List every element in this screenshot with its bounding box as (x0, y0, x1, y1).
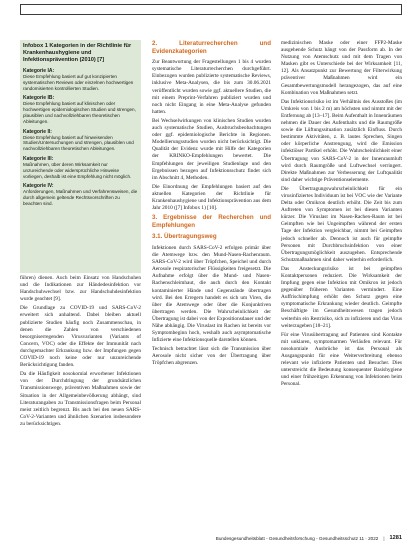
paragraph: Die Einordnung der Empfehlungen basiert auf den aktuellen Kategorien der Richtlinie für Krankenhaushygiene und Infektionsprävention aus dem Jahr 2010 ([7] Infobox 1) [10]. (152, 183, 271, 212)
category-label: Kategorie IB: (23, 95, 55, 102)
infobox-categories (20, 40, 141, 273)
category-text: Diese Empfehlung basiert auf gut konzipierten systematischen Reviews oder einzelnen hochwertigen randomisierten kontrollierten Studien. (23, 74, 134, 91)
category-text: Diese Empfehlung basiert auf hinweisenden Studien/Untersuchungen und strengen, plausiblen und nachvollziehbaren theoretischen Ableitungen. (23, 134, 134, 152)
infobox-category (23, 129, 138, 152)
infobox-category (23, 183, 138, 206)
column-left (20, 275, 141, 430)
paragraph: Für eine Virusübertragung auf Patienten sind Kontakte mit unklaren, symptomarmen Verläufen relevant. Für nosokomiale Ausbrüche ist das Personal als Ausgangspunkt für eine Weiterverbreitung ebenso relevant wie infizierte Patienten und Besucher. Dies unterstreicht die Bedeutung konsequenter Basishygiene und einer frühzeitigen Erkennung von Infektionen beim Personal. (281, 331, 402, 388)
footer-separator: | (383, 536, 385, 541)
category-label: Kategorie II: (23, 128, 52, 135)
journal-citation: Bundesgesundheitsblatt - Gesundheitsforschung - Gesundheitsschutz 11 · 2022 (215, 536, 379, 541)
paragraph: Das Infektionsrisiko ist im Verhältnis des Ausstoßes (im Umkreis von 1 bis 2 m) am höchsten und nimmt mit der Entfernung ab [13–17]. Beim Aufenthalt in Innenräumen nehmen die Dauer des Aufenthalts und die Raumgröße sowie die Lüftungssituation zusätzlich Einfluss. Durch bestimmte Aktivitäten, z. B. lautes Sprechen, Singen oder körperliche Anstrengung, wird die Emission infektiöser Partikel erhöht. Die Wahrscheinlichkeit einer Übertragung von SARS-CoV-2 in der Innenraumluft wird durch Raumgröße und Luftwechsel verringert. Direkte Maßnahmen zur Verbesserung der Luftqualität sind daher wichtige Präventionselemente. (281, 98, 402, 183)
section-heading: 2. Literaturrecherchen und Evidenzkategorien (152, 40, 271, 55)
column-right (281, 40, 402, 391)
infobox-category (23, 156, 138, 179)
subsection-heading: 3.1. Übertragungsweg (152, 233, 217, 241)
header-band (0, 0, 413, 16)
column-middle (152, 40, 271, 370)
category-text: Maßnahmen, über deren Wirksamkeit nur unzureichende oder widersprüchliche Hinweise vorliegen, deshalb ist eine Empfehlung nicht möglich. (23, 161, 132, 179)
header-box (20, 4, 402, 15)
category-label: Kategorie III: (23, 155, 54, 162)
category-text: Diese Empfehlung basiert auf klinischen oder hochwertigen epidemiologischen Studien und strengen, plausiblen und nachvollziehbaren theoretischen Ableitungen. (23, 101, 136, 124)
paragraph: Bei Wechselwirkungen von klinischen Studien wurden auch systematische Studien, Ausbruchsbeobachtungen oder ggf. epidemiologische Berichte in Regionen. Modellierungsstudien wurden nicht berücksichtigt. Die Qualität der Evidenz wurde mit Hilfe der Kategorien der KRINKO-Empfehlungen bewertet. Die Empfehlungen der jeweiligen Studienlage und den Ergebnissen bezogen auf Infektionsschutz findet sich im Abschnitt 4, Methoden. (152, 117, 271, 181)
category-label: Kategorie IA: (23, 68, 55, 74)
paragraph: Zur Beantwortung der Fragestellungen 1 bis 4 wurden systematische Literaturrecherchen durchgeführt. Einbezogen wurden publizierte systematische Reviews, inklusive Meta-Analysen, die bis zum 30.06.2021 veröffentlicht wurden sowie ggf. aktuellere Studien, die mit einem Preprint-Verfahren publiziert wurden und noch nicht Eingang in eine Meta-Analyse gefunden hatten. (152, 59, 271, 115)
infobox-title: Infobox 1 Kategorien in der Richtlinie für Krankenhaushygiene und Infektionsprävention (2010) [7] (23, 43, 132, 63)
infobox-category (23, 68, 138, 91)
paragraph: Die Übertragungswahrscheinlichkeit für ein virusinfiziertes Individuum ist bei VOC wie der Variante Delta oder Omikron deutlich erhöht. Die Zeit bis zum Auftreten von Symptomen ist bei diesen Varianten kürzer. Die Viruslast im Nasen-Rachen-Raum ist bei Geimpften wie bei Ungeimpften während der ersten Tage der Infektion vergleichbar, nimmt bei Geimpften jedoch schneller ab. Dennoch ist auch für geimpfte Personen mit Durchbruchsinfektion von einer Übertragungsmöglichkeit auszugehen. Entsprechende Schutzmaßnahmen sind daher weiterhin erforderlich. (281, 185, 402, 263)
page-footer (215, 534, 402, 543)
infobox-category (23, 95, 138, 124)
paragraph: führen) dienen. Auch beim Einsatz von Handschuhen und die Indikationen zur Händedesinfektion vor Handschuhwechsel bzw. zur Handschuhdesinfektion wurde geachtet [9]. (20, 275, 141, 303)
page-number: 1281 (389, 535, 402, 541)
paragraph: medizinischen Maske oder einer FFP2-Maske ausgehende Schutz hängt von der Passform ab. In der Nutzung von Atemschutz und mit dem Tragen von Masken gibt es Unterschiede bei der Wirksamkeit [11, 12]. Als Ansatzpunkt zur Bewertung der Filterwirkung präventiver Maßnahmen wird ein Gesamtbewertungsmodell herangezogen, das auf eine Kombination von Maßnahmen setzt. (281, 40, 402, 96)
paragraph: Infektionen durch SARS-CoV-2 erfolgen primär über die Atemwege bzw. den Mund-Nasen-Rachenraum. SARS-CoV-2 wird über Tröpfchen, Speichel und durch Aerosole respiratorischer Flüssigkeiten freigesetzt. Die Aufnahme erfolgt über die Mund- und Nasen-Rachenschleimhaut, die auch durch den Kontakt kontaminierter Hände und Gegenstände übertragen wird. Bei den Erregern handelt es sich um Viren, die über die Atemwege oder über die Konjunktiven übertragen werden. Die Wahrscheinlichkeit der Übertragung ist dabei von der Expositionsdauer und der Nähe abhängig. Die Viruslast im Rachen ist bereits vor Symptombeginn hoch, weshalb auch asymptomatische Infizierte eine Infektionsquelle darstellen können. (152, 244, 271, 344)
paragraph: Technisch betrachtet lässt sich die Transmission über Aerosole nicht sicher von der Übertragung über Tröpfchen abgrenzen. (152, 346, 271, 367)
category-label: Kategorie IV: (23, 183, 54, 190)
category-text: Anforderungen, Maßnahmen und Verfahrensweisen, die durch allgemein geltende Rechtsvorschriften zu beachten sind. (23, 189, 138, 206)
paragraph: Da die Häufigkeit nosokomial erworbener Infektionen von der Durchdringung der grundsätzlichen Transmissionswege, präventiven Maßnahmen sowie der Situation in der Allgemeinbevölkerung abhängt, sind Literaturangaben zu Transmissionsfragen beim Personal meist zeitlich begrenzt. Bis auch bei den neuen SARS-CoV-2-Varianten und ähnlichen Szenarien insbesondere zu berücksichtigen. (20, 371, 141, 427)
paragraph: Die Grundlage zu COVID-19 und SARS-CoV-2 erweitert sich anhaltend. Dabei bleiben aktuell publizierte Studien häufig noch Zusammenschau, in denen die Zahlen von verschiedenen besorgniserregenden Virusvarianten (Variants of Concern, VOC) oder die Effekte der Immunität nach durchgemachter Erkrankung bzw. der Impfungen gegen COVID-19 noch keine oder nur unzureichende Berücksichtigung fanden. (20, 305, 141, 369)
paragraph: Das Ansteckungsrisiko ist bei geimpften Kontaktpersonen reduziert. Die Wirksamkeit der Impfung gegen eine Infektion mit Omikron ist jedoch gegenüber früheren Varianten vermindert. Eine Auffrischimpfung erhöht den Schutz gegen eine symptomatische Erkrankung wieder deutlich. Geimpfte Beschäftigte im Gesundheitswesen tragen jedoch weiterhin ein Restrisiko, sich zu infizieren und das Virus weiterzugeben [18–21]. (281, 265, 402, 329)
section-heading: 3. Ergebnisse der Recherchen und Empfehlungen (152, 214, 271, 229)
